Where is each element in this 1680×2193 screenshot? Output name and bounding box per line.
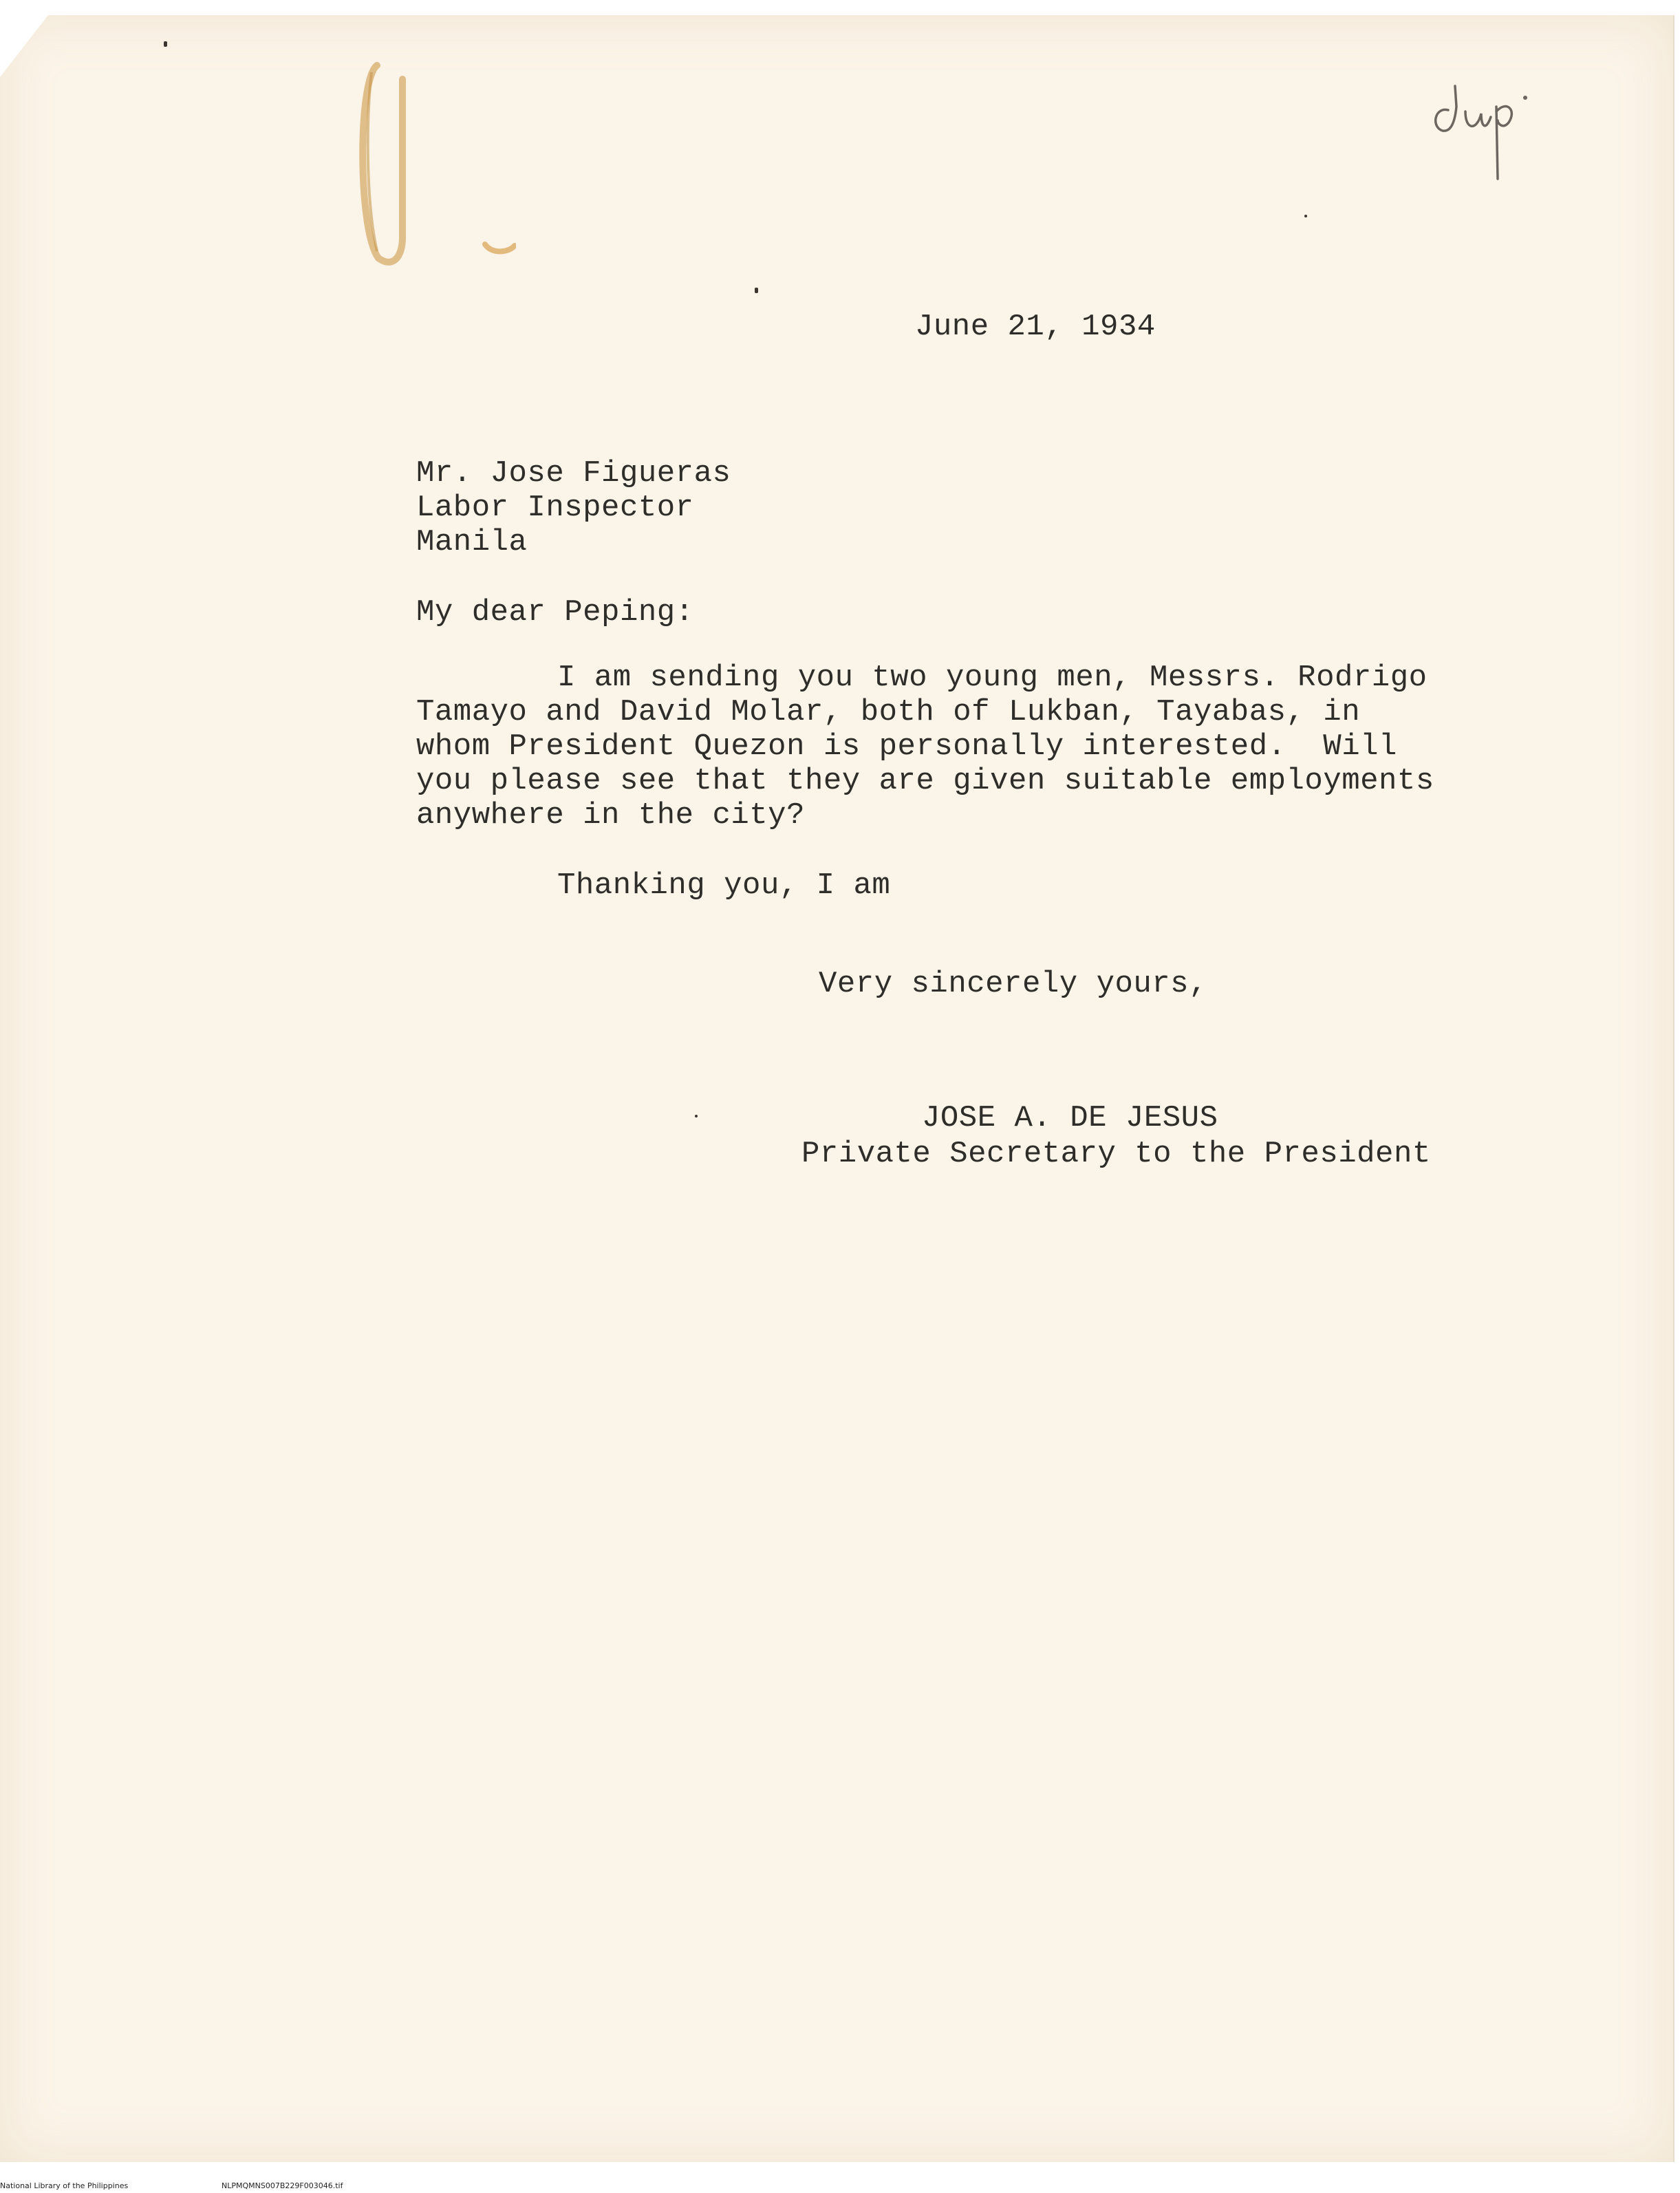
body-line: I am sending you two young men, Messrs. Rodrigo <box>557 661 1428 695</box>
ink-speck <box>164 41 167 47</box>
body-line: whom President Quezon is personally interested. Will <box>416 729 1397 764</box>
complimentary-close: Very sincerely yours, <box>819 967 1207 1001</box>
recipient-city: Manila <box>416 525 528 559</box>
ink-speck <box>1304 215 1307 217</box>
signature-title: Private Secretary to the President <box>801 1137 1431 1171</box>
paper-clip-stain <box>344 52 516 272</box>
thanks-line: Thanking you, I am <box>557 868 891 903</box>
corner-fold <box>0 15 48 77</box>
footer-institution: National Library of the Philippines <box>0 2181 129 2190</box>
recipient-name: Mr. Jose Figueras <box>416 456 731 491</box>
ink-speck <box>695 1115 698 1117</box>
letter-page <box>0 15 1674 2162</box>
ink-speck <box>755 288 758 293</box>
letter-date: June 21, 1934 <box>915 310 1156 344</box>
body-line: Tamayo and David Molar, both of Lukban, Tayabas, in <box>416 695 1361 729</box>
salutation: My dear Peping: <box>416 595 694 630</box>
handwritten-dup-note <box>1428 69 1538 186</box>
body-line: you please see that they are given suitable employments <box>416 764 1434 798</box>
body-line: anywhere in the city? <box>416 798 805 833</box>
recipient-title: Labor Inspector <box>416 491 694 525</box>
footer-file-name: NLPMQMNS007B229F003046.tif <box>222 2181 343 2190</box>
signature-name: JOSE A. DE JESUS <box>922 1101 1218 1135</box>
